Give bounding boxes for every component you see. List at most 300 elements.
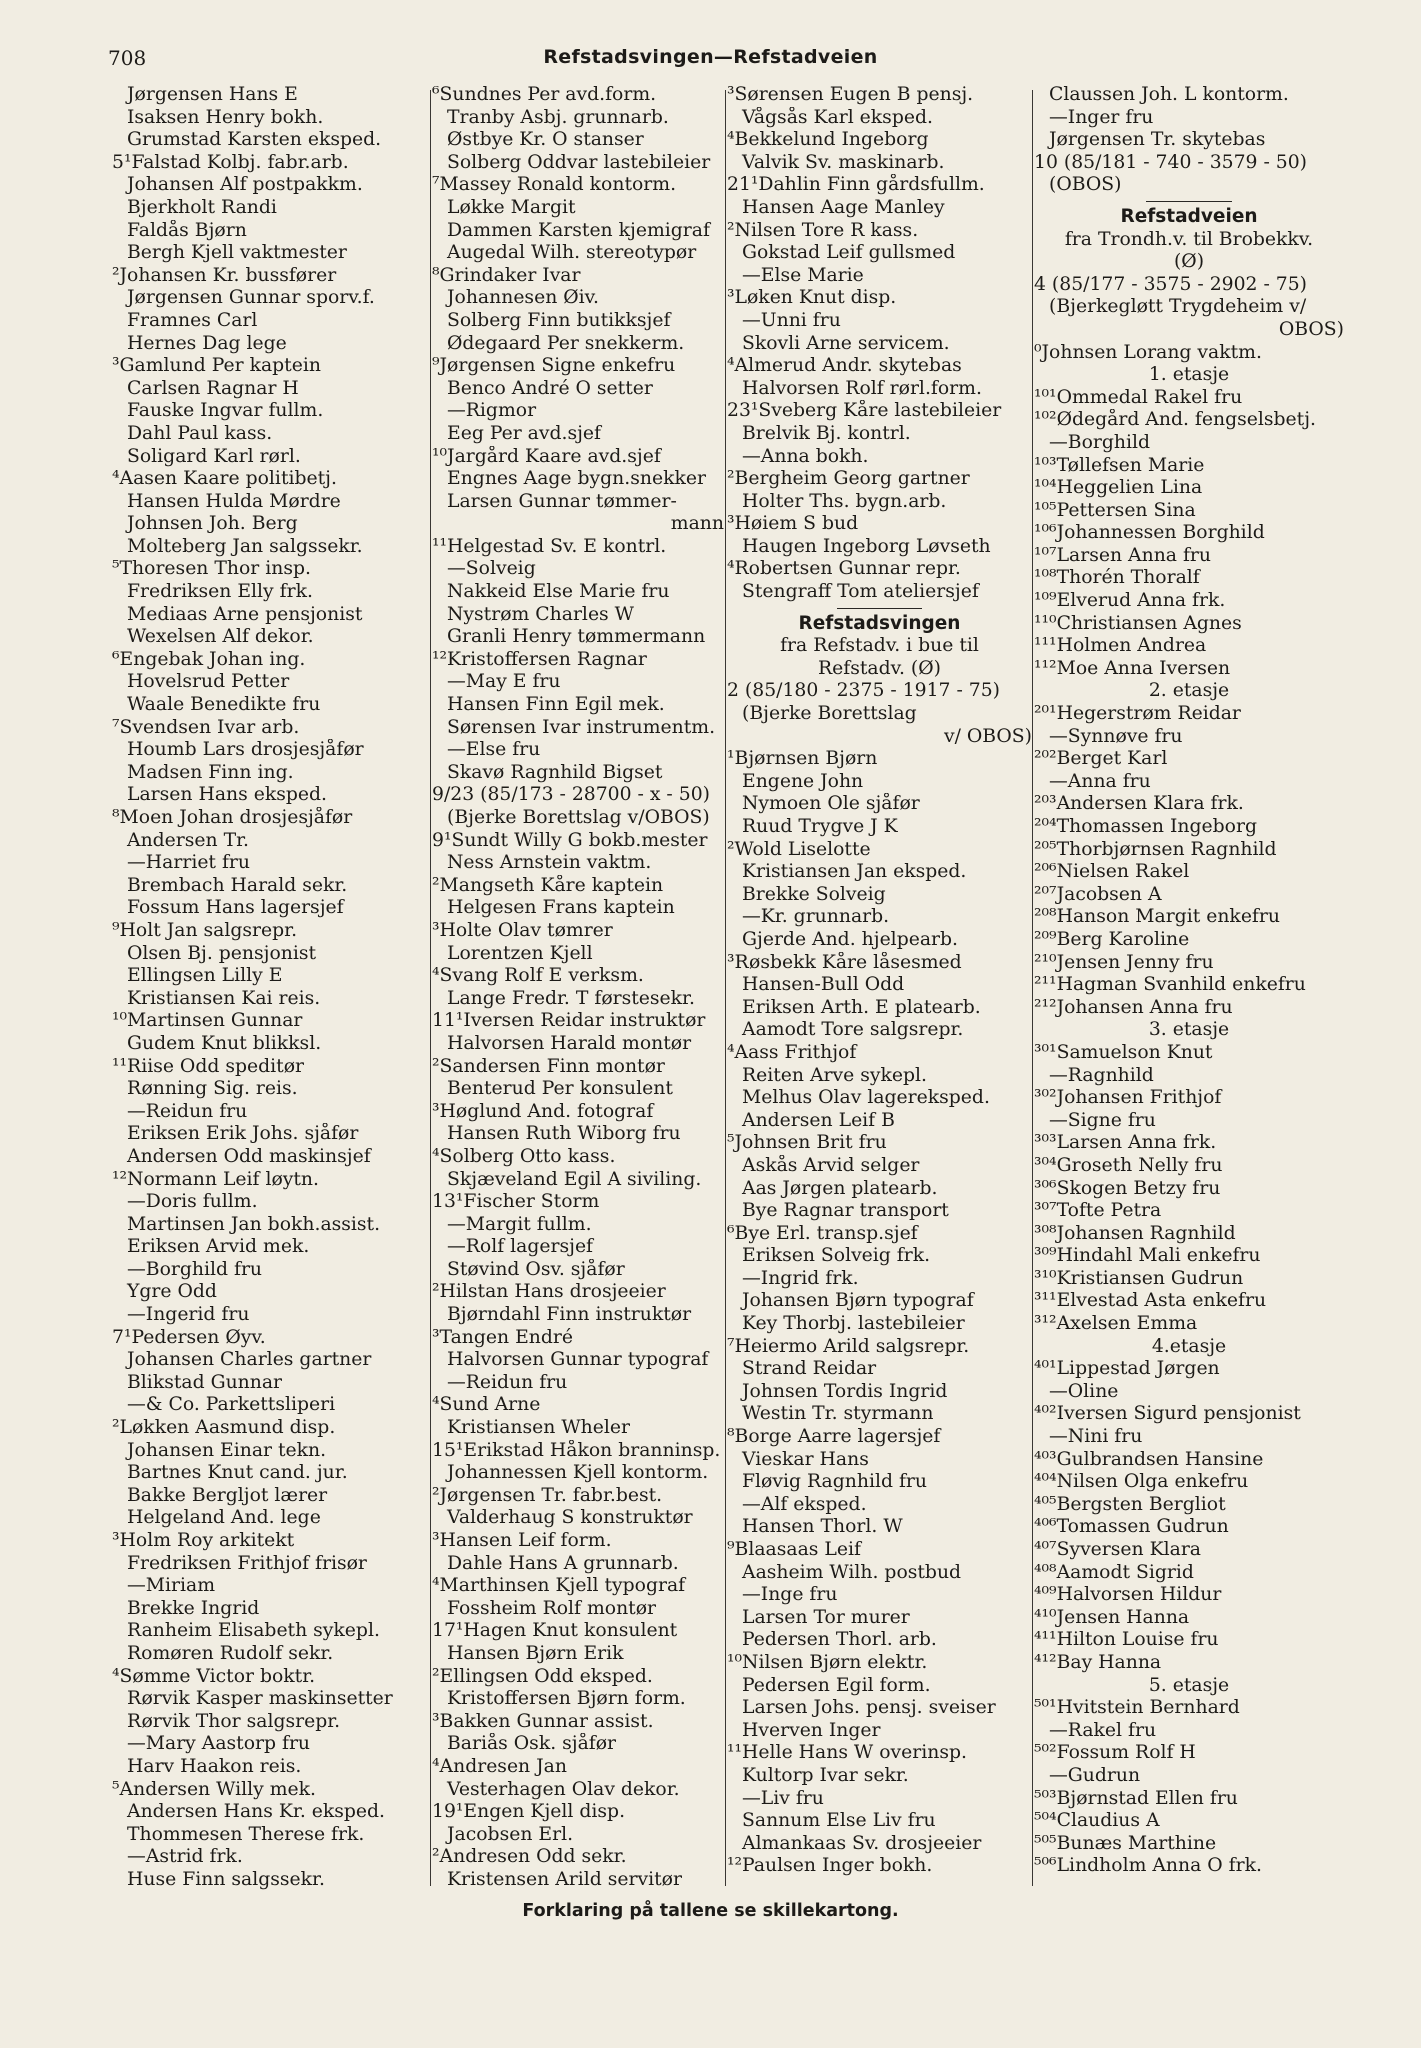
directory-entry: —Reidun fru [127,1100,248,1122]
directory-entry: Ødegaard Per snekkerm. [447,332,685,354]
directory-entry: ²Sandersen Finn montør [432,1055,665,1077]
directory-entry: ¹²Paulsen Inger bokh. [727,1855,933,1877]
directory-entry: ⁴Andresen Jan [432,1755,567,1777]
directory-entry: Harv Haakon reis. [127,1755,302,1777]
directory-entry: Key Thorbj. lastebileier [742,1313,965,1335]
directory-entry: —Signe fru [1049,1109,1156,1131]
directory-entry: ⁵⁰¹Hvitstein Bernhard [1034,1697,1240,1719]
directory-entry: ⁴⁰⁸Aamodt Sigrid [1034,1561,1194,1583]
directory-entry: ¹⁰⁸Thorén Thoralf [1034,567,1200,589]
directory-entry: ³¹²Axelsen Emma [1034,1313,1198,1335]
directory-column-2 [432,84,724,1890]
directory-entry: Brembach Harald sekr. [127,874,348,896]
directory-entry: Fredriksen Elly frk. [127,581,313,603]
directory-entry: ¹⁰²Ødegård And. fengselsbetj. [1034,409,1316,431]
directory-entry: Mediaas Arne pensjonist [127,603,363,625]
directory-entry: Kristoffersen Bjørn form. [447,1688,686,1710]
directory-entry: ²⁰¹Hegerstrøm Reidar [1034,703,1241,725]
directory-entry: Skovli Arne servicem. [742,332,950,354]
directory-entry: Grumstad Karsten eksped. [127,129,382,151]
directory-entry: —Doris fullm. [127,1191,258,1213]
directory-entry: ⁷Massey Ronald kontorm. [432,174,677,196]
directory-entry: (Bjerkegløtt Trygdeheim v/ [1049,296,1307,318]
directory-entry: ³Gamlund Per kaptein [112,355,321,377]
column-divider [725,90,726,1886]
directory-entry: Blikstad Gunnar [127,1371,283,1393]
directory-entry: —Ingrid frk. [742,1267,859,1289]
directory-entry: 17¹Hagen Knut konsulent [432,1620,678,1642]
directory-entry: ¹⁰Martinsen Gunnar [112,1010,303,1032]
directory-entry: Jacobsen Erl. [447,1823,574,1845]
directory-entry: 7¹Pedersen Øyv. [112,1326,266,1348]
section-subheading: 5. etasje [1148,1674,1230,1696]
directory-entry: ⁴⁰⁵Bergsten Bergliot [1034,1493,1226,1515]
directory-entry: ³⁰⁴Groseth Nelly fru [1034,1154,1223,1176]
directory-entry: ³Bakken Gunnar assist. [432,1710,654,1732]
directory-entry: Kristiansen Jan eksped. [742,861,967,883]
directory-column-4 [1034,84,1344,1890]
directory-entry: Solberg Finn butikksjef [447,309,671,331]
directory-entry: ²Johansen Kr. bussfører [112,264,337,286]
directory-entry: 13¹Fischer Storm [432,1191,600,1213]
directory-entry: ⁵⁰²Fossum Rolf H [1034,1742,1196,1764]
directory-entry: ¹¹Helle Hans W overinsp. [727,1742,967,1764]
directory-entry: Engene John [742,770,864,792]
directory-entry: ⁸Moen Johan drosjesjåfør [112,807,353,828]
directory-entry: Hansen Aage Manley [742,196,945,218]
section-subheading: fra Trondh.v. til Brobekkv. [1064,228,1314,250]
directory-entry: Hverven Inger [742,1719,881,1741]
directory-entry: Reiten Arve sykepl. [742,1064,927,1086]
directory-entry: ²¹¹Hagman Svanhild enkefru [1034,974,1306,996]
directory-entry: Gokstad Leif gullsmed [742,242,956,264]
directory-entry: ⁵⁰⁴Claudius A [1034,1810,1160,1832]
directory-entry: Larsen Gunnar tømmer- [447,490,677,512]
directory-entry: —Rakel fru [1049,1719,1157,1741]
directory-entry: Ness Arnstein vaktm. [447,852,652,874]
directory-entry: Hansen Hulda Mørdre [127,490,341,512]
directory-entry: —Unni fru [742,309,841,331]
directory-entry: ²Jørgensen Tr. fabr.best. [432,1484,663,1506]
directory-entry: ²Løkken Aasmund disp. [112,1417,336,1439]
directory-entry: —Borghild [1049,431,1151,453]
directory-entry: Bjørndahl Finn instruktør [447,1304,692,1326]
directory-column-3 [727,84,1032,1890]
directory-entry: Jørgensen Tr. skytebas [1049,129,1266,151]
section-subheading: (Ø) [1173,251,1205,273]
directory-entry: Fossum Hans lagersjef [127,897,344,919]
directory-entry: Lorentzen Kjell [447,942,593,964]
directory-entry: Rørvik Thor salgsrepr. [127,1710,341,1732]
directory-entry: ³⁰³Larsen Anna frk. [1034,1132,1217,1154]
section-subheading: 4.etasje [1151,1335,1227,1357]
directory-entry: ²⁰⁵Thorbjørnsen Ragnhild [1034,838,1277,860]
directory-entry: Skjæveland Egil A siviling. [447,1168,702,1190]
directory-entry: Rønning Sig. reis. [127,1078,298,1100]
directory-entry: ¹¹Riise Odd speditør [112,1055,304,1077]
directory-entry: —Liv fru [742,1787,824,1809]
directory-entry: ⁴Bekkelund Ingeborg [727,129,929,151]
directory-entry: ⁵⁰⁶Lindholm Anna O frk. [1034,1855,1262,1877]
directory-entry: Waale Benedikte fru [127,694,321,716]
directory-entry: ¹⁰⁴Heggelien Lina [1034,477,1203,499]
directory-entry: ⁵⁰³Bjørnstad Ellen fru [1034,1787,1238,1809]
directory-entry: Haugen Ingeborg Løvseth [742,535,991,557]
directory-entry: ¹⁰⁹Elverud Anna frk. [1034,590,1226,612]
directory-entry: Aasheim Wilh. postbud [742,1561,962,1583]
directory-entry: Halvorsen Gunnar typograf [447,1349,709,1371]
directory-entry: Johansen Bjørn typograf [742,1290,974,1312]
directory-entry: Johnsen Joh. Berg [127,513,298,535]
directory-entry: ³Holte Olav tømrer [432,919,613,941]
directory-entry: Aamodt Tore salgsrepr. [742,1019,964,1041]
directory-entry: Thommesen Therese frk. [127,1823,365,1845]
directory-entry: Andersen Tr. [127,829,250,851]
entry-continuation: OBOS) [1278,318,1344,340]
directory-entry: ²Andresen Odd sekr. [432,1846,627,1868]
directory-entry: Hovelsrud Petter [127,671,290,693]
directory-entry: Eriksen Arth. E platearb. [742,996,981,1018]
directory-entry: 9¹Sundt Willy G bokb.mester [432,829,708,851]
directory-entry: Rørvik Kasper maskinsetter [127,1688,393,1710]
directory-entry: ²¹⁰Jensen Jenny fru [1034,951,1214,973]
directory-entry: Skavø Ragnhild Bigset [447,761,663,783]
directory-entry: Pedersen Thorl. arb. [742,1629,937,1651]
directory-entry: 2 (85/180 - 2375 - 1917 - 75) [727,680,1000,702]
directory-entry: ⁴⁰³Gulbrandsen Hansine [1034,1448,1264,1470]
directory-entry: Martinsen Jan bokh.assist. [127,1213,381,1235]
directory-entry: ⁵Thoresen Thor insp. [112,558,311,580]
directory-entry: ²⁰⁶Nielsen Rakel [1034,861,1190,883]
directory-entry: ²Mangseth Kåre kaptein [432,874,664,896]
directory-entry: Helgeland And. lege [127,1507,321,1529]
directory-entry: ⁴⁰²Iversen Sigurd pensjonist [1034,1403,1301,1425]
directory-entry: ³Holm Roy arkitekt [112,1530,295,1551]
directory-entry: ⁹Holt Jan salgsrepr. [112,919,298,941]
directory-entry: Wexelsen Alf dekor. [127,626,314,648]
column-divider [1032,90,1033,1886]
directory-entry: —Kr. grunnarb. [742,906,890,928]
directory-entry: Fauske Ingvar fullm. [127,400,324,422]
directory-entry: ³⁰¹Samuelson Knut [1034,1041,1213,1063]
directory-entry: 10 (85/181 - 740 - 3579 - 50) [1034,151,1307,173]
directory-entry: Helgesen Frans kaptein [447,897,675,919]
directory-entry: Granli Henry tømmermann [447,626,706,648]
directory-entry: Dammen Karsten kjemigraf [447,219,710,241]
directory-entry: ⁴⁰⁶Tomassen Gudrun [1034,1516,1229,1538]
directory-entry: Solberg Oddvar lastebileier [447,151,711,173]
directory-entry: ¹¹Helgestad Sv. E kontrl. [432,535,667,557]
directory-entry: Fløvig Ragnhild fru [742,1471,927,1493]
directory-entry: ³⁰⁷Tofte Petra [1034,1200,1162,1222]
directory-entry: —Anna fru [1049,770,1151,792]
directory-entry: Vesterhagen Olav dekor. [447,1778,680,1800]
directory-entry: Tranby Asbj. grunnarb. [447,106,669,128]
directory-entry: Kristensen Arild servitør [447,1868,682,1890]
directory-entry: ⁴¹²Bay Hanna [1034,1651,1162,1673]
directory-entry: Pedersen Egil form. [742,1674,931,1696]
directory-entry: 5¹Falstad Kolbj. fabr.arb. [112,151,349,173]
directory-entry: —Reidun fru [447,1371,568,1393]
directory-entry: —Ingerid fru [127,1304,250,1326]
directory-entry: ⁴Almerud Andr. skytebas [727,355,962,377]
directory-entry: ¹¹²Moe Anna Iversen [1034,657,1231,679]
directory-entry: ⁴Svang Rolf E verksm. [432,965,644,987]
directory-entry: Hansen Finn Egil mek. [447,694,665,716]
section-rule [727,604,1032,613]
directory-entry: Brelvik Bj. kontrl. [742,422,911,444]
directory-entry: Ruud Trygve J K [742,816,898,837]
directory-entry: ³⁰⁹Hindahl Mali enkefru [1034,1245,1261,1267]
directory-entry: —Oline [1049,1380,1119,1402]
directory-entry: Vågsås Karl eksped. [742,106,933,128]
directory-entry: —Gudrun [1049,1764,1141,1786]
directory-entry: Sørensen Ivar instrumentm. [447,716,716,738]
directory-entry: —Else fru [447,739,541,761]
directory-entry: ⁴Sund Arne [432,1394,541,1416]
directory-entry: Halvorsen Rolf rørl.form. [742,377,982,399]
directory-entry: Gjerde And. hjelpearb. [742,928,958,950]
directory-entry: ³Røsbekk Kåre låsesmed [727,951,962,973]
directory-entry: ⁴⁰⁹Halvorsen Hildur [1034,1584,1222,1606]
entry-continuation: mann [670,513,724,535]
directory-entry: Johansen Charles gartner [127,1349,372,1371]
directory-entry: Andersen Leif B [742,1109,895,1131]
directory-entry: ²Bergheim Georg gartner [727,468,970,490]
directory-entry: Vieskar Hans [742,1448,869,1470]
directory-entry: Hansen Ruth Wiborg fru [447,1123,681,1145]
directory-entry: —Margit fullm. [447,1213,592,1235]
directory-entry: Eriksen Solveig frk. [742,1245,931,1267]
directory-entry: (OBOS) [1049,174,1122,196]
directory-entry: ²⁰⁷Jacobsen A [1034,883,1162,905]
directory-entry: Augedal Wilh. stereotypør [447,242,697,264]
directory-entry: ³Sørensen Eugen B pensj. [727,84,974,105]
directory-entry: —Borghild fru [127,1258,263,1280]
directory-entry: Kristiansen Kai reis. [127,987,321,1009]
directory-entry: ⁴Aasen Kaare politibetj. [112,468,337,490]
directory-entry: Stengraff Tom ateliersjef [742,581,979,603]
directory-entry: ²⁰³Andersen Klara frk. [1034,793,1244,815]
directory-entry: Bergh Kjell vaktmester [127,242,347,264]
directory-entry: Eeg Per avd.sjef [447,422,602,444]
directory-entry: 19¹Engen Kjell disp. [432,1801,626,1823]
street-heading: Refstadveien [1120,205,1258,227]
directory-entry: Støvind Osv. sjåfør [447,1258,625,1280]
section-subheading: 2. etasje [1148,680,1230,702]
directory-entry: Soligard Karl rørl. [127,445,301,467]
directory-entry: ²Ellingsen Odd eksped. [432,1665,653,1687]
directory-entry: Melhus Olav lagereksped. [742,1087,990,1109]
directory-entry: 21¹Dahlin Finn gårdsfullm. [727,174,985,196]
directory-entry: (Bjerke Borettslag [742,703,917,725]
directory-entry: Johansen Alf postpakkm. [127,174,363,196]
directory-entry: Bye Ragnar transport [742,1200,949,1222]
directory-entry: ⁸Grindaker Ivar [432,264,581,286]
directory-entry: ¹⁰¹Ommedal Rakel fru [1034,386,1243,408]
directory-entry: ⁴⁰⁴Nilsen Olga enkefru [1034,1471,1249,1493]
directory-entry: Løkke Margit [447,196,576,218]
directory-entry: —Nini fru [1049,1426,1143,1448]
directory-entry: Framnes Carl [127,309,258,331]
directory-entry: —Solveig [447,558,536,580]
page-number: 708 [108,46,147,70]
section-subheading: fra Refstadv. i bue til [780,635,979,657]
directory-entry: Olsen Bj. pensjonist [127,942,317,964]
directory-entry: Ranheim Elisabeth sykepl. [127,1620,380,1642]
directory-entry: Østbye Kr. O stanser [447,129,644,151]
directory-entry: (Bjerke Borettslag v/OBOS) [447,807,710,828]
directory-entry: Bakke Bergljot lærer [127,1484,328,1506]
directory-entry: Engnes Aage bygn.snekker [447,468,706,490]
directory-column-1 [112,84,430,1890]
directory-entry: ²Nilsen Tore R kass. [727,219,919,241]
directory-entry: ²Hilstan Hans drosjeeier [432,1281,666,1303]
directory-entry: Valvik Sv. maskinarb. [742,151,945,173]
directory-entry: Brekke Solveig [742,883,886,905]
directory-entry: ⁴Sømme Victor boktr. [112,1665,316,1687]
section-subheading: Refstadv. (Ø) [818,657,941,679]
directory-entry: ¹²Kristoffersen Ragnar [432,648,647,670]
directory-entry: Westin Tr. styrmann [742,1403,934,1425]
directory-entry: ⁷Heiermo Arild salgsrepr. [727,1335,970,1357]
directory-entry: Larsen Hans eksped. [127,784,328,806]
directory-entry: Nymoen Ole sjåfør [742,793,920,815]
directory-entry: Eriksen Erik Johs. sjåfør [127,1123,359,1145]
directory-entry: —Rolf lagersjef [447,1236,594,1258]
directory-entry: ¹¹⁰Christiansen Agnes [1034,612,1242,634]
directory-entry: 4 (85/177 - 3575 - 2902 - 75) [1034,273,1307,295]
directory-entry: 15¹Erikstad Håkon branninsp. [432,1439,721,1461]
directory-entry: —Alf eksped. [742,1493,867,1515]
directory-entry: Jørgensen Hans E [127,84,298,105]
directory-entry: Larsen Tor murer [742,1606,910,1628]
directory-entry: Askås Arvid selger [742,1154,920,1176]
directory-entry: —May E fru [447,671,561,693]
directory-entry: Hansen Bjørn Erik [447,1642,624,1664]
section-subheading: 3. etasje [1148,1019,1230,1041]
directory-entry: ⁰Johnsen Lorang vaktm. [1034,341,1262,363]
directory-entry: Houmb Lars drosjesjåfør [127,739,364,761]
directory-entry: Johnsen Tordis Ingrid [742,1380,948,1402]
directory-entry: Bjerkholt Randi [127,196,277,218]
directory-entry: ¹Bjørnsen Bjørn [727,748,878,770]
directory-entry: ³⁰⁶Skogen Betzy fru [1034,1177,1221,1199]
directory-entry: ⁵Johnsen Brit fru [727,1132,887,1154]
directory-entry: ³⁰⁸Johansen Ragnhild [1034,1222,1236,1244]
directory-entry: Nystrøm Charles W [447,603,634,625]
directory-entry: ³⁰²Johansen Frithjof [1034,1087,1222,1109]
directory-entry: Gudem Knut blikksl. [127,1032,322,1054]
directory-entry: ²Wold Liselotte [727,838,871,860]
directory-entry: ²⁰⁴Thomassen Ingeborg [1034,816,1257,837]
directory-entry: Aas Jørgen platearb. [742,1177,938,1199]
directory-entry: Johannessen Kjell kontorm. [447,1462,709,1484]
directory-entry: Ygre Odd [127,1281,217,1303]
directory-entry: ¹⁰⁶Johannessen Borghild [1034,522,1265,544]
directory-entry: ¹⁰⁵Pettersen Sina [1034,499,1196,521]
directory-entry: Hansen-Bull Odd [742,974,905,996]
directory-entry: Benco André O setter [447,377,653,399]
directory-entry: Madsen Finn ing. [127,761,294,783]
directory-entry: Andersen Odd maskinsjef [127,1145,371,1167]
directory-entry: 23¹Sveberg Kåre lastebileier [727,400,1002,422]
directory-entry: ⁷Svendsen Ivar arb. [112,716,300,738]
directory-entry: Hansen Thorl. W [742,1516,903,1538]
column-divider [430,90,431,1886]
directory-entry: ⁴Robertsen Gunnar repr. [727,558,961,580]
directory-entry: Faldås Bjørn [127,219,247,241]
directory-entry: Halvorsen Harald montør [447,1032,692,1054]
directory-entry: 9/23 (85/173 - 28700 - x - 50) [432,784,710,806]
directory-entry: ⁴Marthinsen Kjell typograf [432,1575,686,1597]
directory-entry: Dahl Paul kass. [127,422,273,444]
directory-entry: Bariås Osk. sjåfør [447,1733,617,1755]
directory-entry: 11¹Iversen Reidar instruktør [432,1010,706,1032]
directory-entry: ¹⁰⁷Larsen Anna fru [1034,544,1212,566]
directory-entry: ³Hansen Leif form. [432,1530,612,1551]
directory-entry: ²¹²Johansen Anna fru [1034,996,1233,1018]
directory-entry: Lange Fredr. T førstesekr. [447,987,695,1009]
directory-entry: ⁹Jørgensen Signe enkefru [432,355,676,377]
directory-entry: ²⁰²Berget Karl [1034,748,1168,770]
directory-entry: —Ragnhild [1049,1064,1154,1086]
directory-entry: ²⁰⁸Hanson Margit enkefru [1034,906,1280,928]
directory-entry: Dahle Hans A grunnarb. [447,1552,679,1574]
directory-entry: Benterud Per konsulent [447,1078,673,1100]
directory-entry: ⁶Sundnes Per avd.form. [432,84,657,105]
directory-entry: Jørgensen Gunnar sporv.f. [127,287,375,309]
directory-entry: Eriksen Arvid mek. [127,1236,310,1258]
directory-entry: Isaksen Henry bokh. [127,106,324,128]
directory-entry: Molteberg Jan salgssekr. [127,535,363,557]
directory-entry: Brekke Ingrid [127,1597,260,1619]
directory-entry: Romøren Rudolf sekr. [127,1642,334,1664]
directory-entry: ⁴Solberg Otto kass. [432,1145,616,1167]
directory-entry: Johannesen Øiv. [447,287,600,309]
directory-entry: —Astrid frk. [127,1846,243,1868]
directory-entry: ⁴¹⁰Jensen Hanna [1034,1606,1190,1628]
directory-entry: —Miriam [127,1575,216,1597]
directory-entry: Valderhaug S konstruktør [447,1507,693,1529]
directory-entry: ⁴Aass Frithjof [727,1041,857,1063]
directory-entry: ²⁰⁹Berg Karoline [1034,928,1190,950]
directory-entry: —Else Marie [742,264,864,286]
directory-entry: Larsen Johs. pensj. sveiser [742,1697,996,1719]
directory-entry: —Inger fru [1049,106,1154,128]
directory-entry: Huse Finn salgssekr. [127,1868,325,1890]
directory-entry: —Rigmor [447,400,537,422]
directory-entry: Strand Reidar [742,1358,877,1380]
directory-entry: Johansen Einar tekn. [127,1439,327,1461]
directory-entry: —Mary Aastorp fru [127,1733,311,1755]
directory-entry: Hernes Dag lege [127,332,287,354]
directory-entry: —Harriet fru [127,852,250,874]
running-head: Refstadsvingen—Refstadveien [543,46,878,68]
directory-entry: ⁶Bye Erl. transp.sjef [727,1222,918,1244]
directory-entry: ⁴⁰⁷Syversen Klara [1034,1539,1201,1560]
directory-entry: ¹⁰Jargård Kaare avd.sjef [432,445,661,467]
directory-entry: ¹⁰Nilsen Bjørn elektr. [727,1651,928,1673]
street-heading: Refstadsvingen [798,612,961,634]
directory-entry: ⁸Borge Aarre lagersjef [727,1426,941,1448]
directory-entry: Andersen Hans Kr. eksped. [127,1801,386,1823]
directory-entry: Bartnes Knut cand. jur. [127,1462,348,1484]
directory-entry: ³¹⁰Kristiansen Gudrun [1034,1267,1244,1289]
directory-entry: —Synnøve fru [1049,725,1183,747]
directory-entry: ⁴¹¹Hilton Louise fru [1034,1629,1219,1651]
directory-entry: —& Co. Parkettsliperi [127,1394,336,1416]
